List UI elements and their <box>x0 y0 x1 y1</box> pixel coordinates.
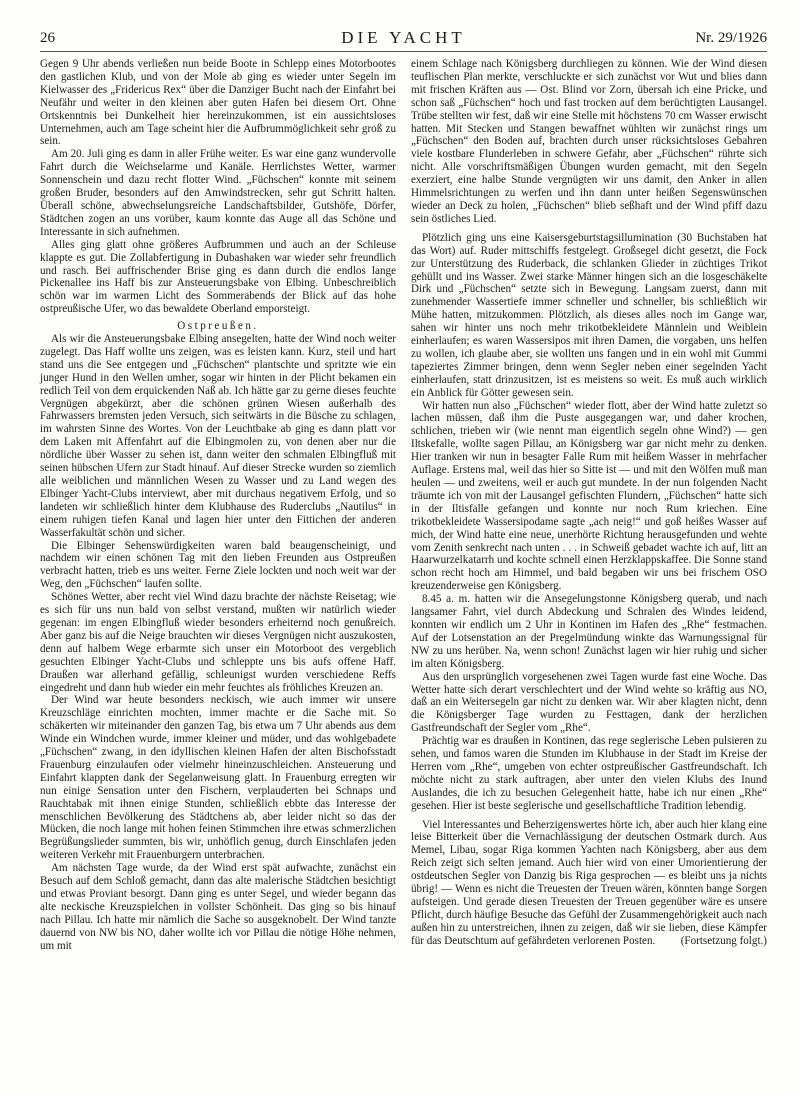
page-number: 26 <box>40 30 55 46</box>
paragraph-text: Viel Interessantes und Beherzigenswertes hörte ich, aber auch hier klang eine leise Bitterkeit über die Vernachlässigung der deutschen Ostmark durch. Aus Memel, Libau, sogar Riga kommen Yachten nach Königsberg, aber aus dem Reich zeigt sich selten jemand. Auch hier wird von einer Umorientierung der ostdeutschen Segler von Danzig bis Riga gesprochen — es bleibt uns ja nichts übrig! — Wenn es nicht die Treuesten der Treuen wären, könnten bange Sorgen aufsteigen. Und gerade diesen Treuesten der Treuen gegenüber wäre es unsere Pflicht, durch häufige Besuche das Gefühl der Zusammengehörigkeit auch nach außen hin zu unterstreichen, ihnen zu zeigen, daß wir sie lieben, diese Kämpfer für das Deutschtum auf gefährdeten verlorenen Posten. <box>411 818 767 947</box>
paragraph: Am 20. Juli ging es dann in aller Frühe weiter. Es war eine ganz wundervolle Fahrt durch die Weichselarme und Kanäle. Herrlichstes Wetter, warmer Sonnenschein und dazu recht flotter Wind. „Füchschen“ konnte mit seinem großen Bruder, besonders auf den Amwindstrecken, sehr gut Schritt halten. Überall schöne, abwechselungsreiche Landschaftsbilder, Gutshöfe, Dörfer, Städtchen zogen an uns vorüber, kaum konnte das Auge all das Schöne und Interessante in sich aufnehmen. <box>40 148 396 238</box>
paragraph: Die Elbinger Sehenswürdigkeiten waren bald beaugenscheinigt, und nachdem wir einen schönen Tag mit den lieben Freunden aus Ostpreußen verbracht hatten, trieb es uns weiter. Ferne Ziele lockten und noch weit war der Weg, den „Füchschen“ laufen sollte. <box>40 539 396 591</box>
running-head <box>40 26 767 52</box>
section-heading: Ostpreußen. <box>177 320 259 333</box>
journal-title: DIE YACHT <box>341 28 466 47</box>
paragraph <box>411 819 767 948</box>
paragraph: Der Wind war heute besonders neckisch, wie auch immer wir unsere Kreuzschläge einrichten mochten, immer machte er die Sache mit. So schäkerten wir miteinander den ganzen Tag, bis etwa um 7 Uhr abends aus dem Winde ein Windchen wurde, immer kleiner und müder, und das wohlgebadete „Füchschen“ zwang, in den idyllischen kleinen Hafen der alten Bischofsstadt Frauenburg einzulaufen oder vielmehr hineinzuschleichen. Ansteuerung und Einfahrt klappten dank der Segelanweisung glatt. In Frauenburg erregten wir nun einige Sensation unter den Fischern, verplauderten bei Schnaps und Rauchtabak mit ihnen einige Stunden, schließlich ebbte das Interesse der menschlichen Bevölkerung des Städtchens ab, aber leider nicht so das der Mücken, die noch lange mit hohen feinen Stimmchen ihre etwas schmerzlichen Begrüßungslieder summten, bis wir, unhöflich genug, durch Einschlafen jeden weiteren Verkehr mit Frauenburgern unterbrachen. <box>40 694 396 862</box>
paragraph: Wir hatten nun also „Füchschen“ wieder flott, aber der Wind hatte zuletzt so lachen müssen, daß ihm die Puste ausgegangen war, und daher krochen, schlichen, trieben wir (wie nennt man eigentlich segeln ohne Wind?) — gen Iltskefalle, wollte sagen Pillau, an Königsberg war gar nicht mehr zu denken. Hier tranken wir nun in besagter Falle Rum mit heißem Wasser in mehrfacher Auflage. Erstens mal, weil das hier so Sitte ist — und mit den Wölfen muß man heulen — und zweitens, weil er auch gut mundete. In der nun folgenden Nacht träumte ich von mit der Lausangel gefischten Flundern, „Füchschen“ hatte sich in der Iltisfalle gefangen und konnte nur noch Rum kriechen. Eine trikotbekleidete Wassersipodame sagte „ach neig!“ und goß heißes Wasser auf mich, der Wind hatte eine neue, unerhörte Richtung herausgefunden und wehte vom Zenith senkrecht nach unten . . . in Schweiß gebadet wachte ich auf, litt an Haarwurzelkatarrh und kochte schnell einen Herzklappskaffee. Die Sonne stand schon recht hoch am Himmel, und bald begaben wir uns bei frischem OSO kreuzenderweise gen Königsberg. <box>411 399 767 593</box>
paragraph: Alles ging glatt ohne größeres Aufbrummen und auch an der Schleuse klappte es gut. Die Zollabfertigung in Dubashaken war wieder sehr freundlich und rasch. Bei auffrischender Brise ging es dann durch die endlos lange Pickenallee ins Haff bis zur Ansteuerungsbake von Elbing. Unbeschreiblich schön war im warmen Licht des Sommerabends der Blick auf das hohe ostpreußische Ufer, wo das bewaldete Oberland emporsteigt. <box>40 238 396 316</box>
paragraph: Aus den ursprünglich vorgesehenen zwei Tagen wurde fast eine Woche. Das Wetter hatte sich derart verschlechtert und der Wind wehte so kräftig aus NO, daß an ein Weitersegeln gar nicht zu denken war. Wir aber klagten nicht, denn die Königsberger Tage wurden zu Festtagen, dank der herzlichen Gastfreundschaft der Segler vom „Rhe“. <box>411 670 767 735</box>
paragraph: Gegen 9 Uhr abends verließen nun beide Boote in Schlepp eines Motorbootes den gastlichen Klub, und von der Mole ab ging es wieder unter Segeln im Kielwasser des „Fridericus Rex“ über die Danziger Bucht nach der Einfahrt bei Neufähr und weiter in den kleinen aber guten Hafen bei diesem Ort. Ohne Ortskenntnis bei Dunkelheit hier hereinzukommen, ist ein aussichtsloses Unternehmen, auch am Tage scheint hier die Aufbrummöglichkeit sehr groß zu sein. <box>40 58 396 148</box>
left-column <box>40 58 396 953</box>
paragraph: Prächtig war es draußen in Kontinen, das rege seglerische Leben pulsieren zu sehen, und famos waren die Stunden im Klubhause in der Stadt im Kreise der Herren vom „Rhe“, umgeben von echter ostpreußischer Gastfreundschaft. Ich möchte nicht zu stark auftragen, aber unter den vielen Klubs des Inund Auslandes, die ich zu besuchen Gelegenheit hatte, habe ich nur einen „Rhe“ gesehen. Hier ist beste seglerische und gesellschaftliche Tradition lebendig. <box>411 735 767 812</box>
issue-number: Nr. 29/1926 <box>695 30 767 46</box>
paragraph: 8.45 a. m. hatten wir die Ansegelungstonne Königsberg querab, und nach langsamer Fahrt, viel durch Abdeckung und Schralen des Windes leidend, konnten wir endlich um 2 Uhr in Kontinen im Hafen des „Rhe“ festmachen. Auf der Lotsenstation an der Pregelmündung winkte das Warnungssignal für NW zu uns herüber. Na, wenn schon! Zunächst lagen wir hier ruhig und sicher im alten Königsberg. <box>411 593 767 670</box>
paragraph: einem Schlage nach Königsberg durchliegen zu können. Wie der Wind diesen teuflischen Plan merkte, verschluckte er sich zunächst vor Wut und blies dann mit frischen Kräften aus — Ost. Blind vor Zorn, übersah ich eine Pricke, und schon saß „Füchschen“ hoch und fast trocken auf dem berüchtigten Lausangel. Trübe stellten wir fest, daß wir eine Stelle mit höchstens 70 cm Wasser erwischt hatten. Mit Stecken und Stangen bewaffnet wühlten wir zunächst rings um „Füchschen“ den Boden auf, brachten durch unser rücksichtsloses Gebahren viele kostbare Flunderleben in schwere Gefahr, aber „Füchschen“ rührte sich nicht. Alle vorschriftsmäßigen Übungen wurden gemacht, mit den Segeln exerziert, eine halbe Stunde vergnügten wir uns damit, den Anker in allen Himmelsrichtungen zu werfen und ihn dann unter heißen Segenswünschen wieder an Deck zu holen, „Füchschen“ blieb seßhaft und der Wind pfiff dazu sein östliches Lied. <box>411 58 767 225</box>
magazine-page <box>40 26 767 1076</box>
continuation-note: (Fortsetzung folgt.) <box>680 934 767 947</box>
article-body <box>40 58 767 953</box>
paragraph: Am nächsten Tage wurde, da der Wind erst spät aufwachte, zunächst ein Besuch auf dem Schloß gemacht, dann das alte malerische Städtchen besichtigt und etwas Proviant besorgt. Dann ging es unter Segel, und wieder begann das alte neckische Kreuzspielchen in vollster Schönheit. Das ging so bis hinauf nach Pillau. Ich hatte mir nämlich die Sache so ausgeknobelt. Der Wind tanzte dauernd von NW bis NO, daher wollte ich vor Pillau die nötige Höhe nehmen, um mit <box>40 862 396 952</box>
right-column <box>411 58 767 953</box>
paragraph: Plötzlich ging uns eine Kaisersgeburtstagsillumination (30 Buchstaben hat das Wort) auf. Ruder mittschiffs festgelegt. Großsegel dicht gesetzt, die Fock zur Unterstützung des Ruderback, die schlanken Glieder in züchtiges Trikot gehüllt und ins Wasser. Zwei starke Männer hingen sich an die losgeschäkelte Dirk und „Füchschen“ setzte sich in Bewegung. Langsam zuerst, dann mit zunehmender Wassertiefe immer schneller und schneller, bis schließlich wir Mühe hatten, mitzukommen. Plötzlich, als dieses alles noch im Gange war, sahen wir hinter uns noch mehr trikotbekleidete Männlein und Weiblein einherlaufen; es waren Wassersipos mit ihren Damen, die vorgaben, uns helfen zu wollen, ich glaube aber, sie wollten uns fangen und in ein wohl mit Gummi tapeziertes Zimmer bringen, denn wenn Segler neben einer segelnden Yacht einherlaufen, statt drinzusitzen, ist es meistens so weit. Es muß auch wirklich ein Anblick für Götter gewesen sein. <box>411 231 767 399</box>
paragraph: Schönes Wetter, aber recht viel Wind dazu brachte der nächste Reisetag; wie es sich für uns nun bald von selbst verstand, mußten wir natürlich wieder gegenan: im engen Elbingfluß wieder besonders erheiternd noch genußreich. Aber ganz bis auf die Neige brauchten wir dieses Vergnügen nicht auszukosten, denn auf halbem Wege erbarmte sich unser ein Motorboot des vergeblich gesuchten Elbinger Yacht-Clubs und schleppte uns bis aufs offene Haff. Draußen war allerhand gefällig, schleunigst wurden verschiedene Reffs eingedreht und dann hub wieder ein mehr feuchtes als fröhliches Kreuzen an. <box>40 591 396 694</box>
paragraph: Als wir die Ansteuerungsbake Elbing ansegelten, hatte der Wind noch weiter zugelegt. Das Haff wollte uns zeigen, was es leisten kann. Kurz, steil und hart stand uns die See entgegen und „Füchschen“ plantschte und spritzte wie ein junger Hund in den Wellen umher, sogar wir hinten in der Plicht bekamen ein redlich Teil von dem erquickenden Naß ab. Ich hätte gar zu gerne dieses feuchte Vergnügen abgekürzt, aber die schönen grünen Wiesen außerhalb des Fahrwassers bremsten jeden Versuch, sich seitwärts in die Büsche zu schlagen, im wahrsten Sinne des Wortes. Von der Leuchtbake ab ging es dann platt vor dem Laken mit Affenfahrt auf die Elbingmolen zu, von denen aber nur die nördliche über Wasser zu sehen ist, dann weiter den schmalen Elbingfluß mit seinen hübschen Ufern zur Stadt hinauf. Auf dieser Strecke wurden so ziemlich alle weiblichen und männlichen Wesen zu Wasser und zu Land wegen des Elbinger Yacht-Clubs interviewt, aber mit durchaus negativem Erfolg, und so landeten wir schließlich hinter dem Klubhause des Ruderclubs „Nautilus“ in einem ruhigen tiefen Kanal und lagen hier unter den Fittichen der anderen Wasserfakultät schön und sicher. <box>40 333 396 539</box>
